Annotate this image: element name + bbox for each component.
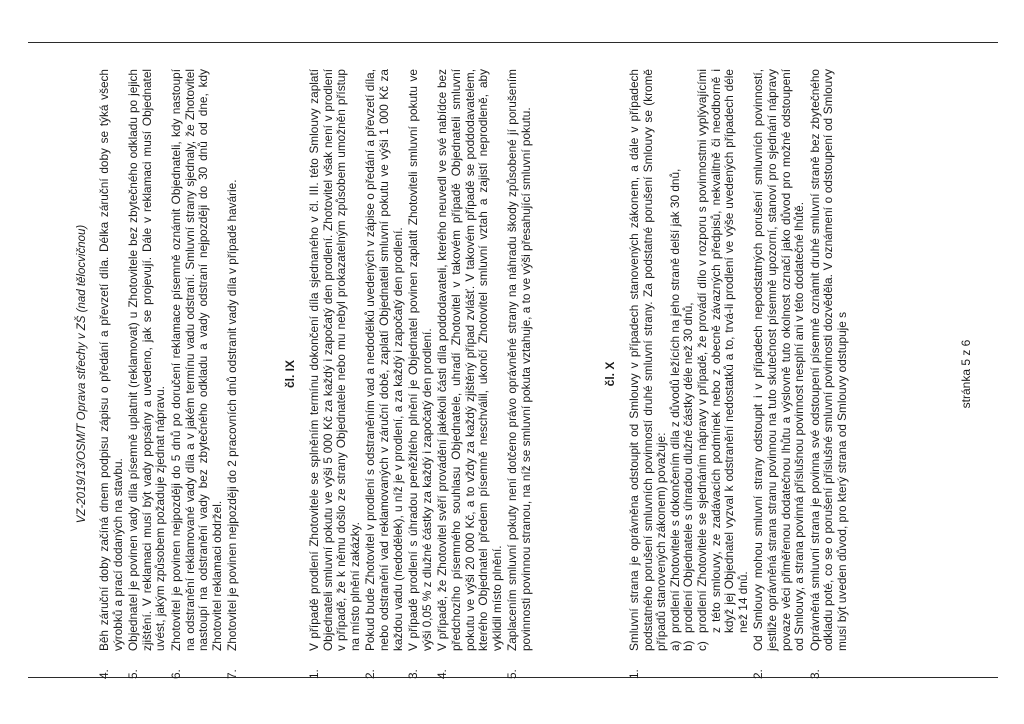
section-viii-tail — [98, 69, 242, 679]
clause-text: Zhotovitel je povinen nejpozději do 5 dnů po doručení reklamace písemně oznámit Objednateli, kdy nastoupí na odstranění reklamované vady díla a v jakém termínu vadu odstraní. Smluvní strany sjednaly, že Zhotovitel nastoupí na odstranění vady bez zbytečného odkladu a vady odstraní nejpozději do 30 dnů od dne, kdy Zhotovitel reklamaci obdržel. — [168, 69, 224, 651]
clause-number: 5. — [505, 669, 520, 679]
clause-item — [308, 69, 362, 679]
clause-number: 6. — [168, 669, 183, 679]
clause-text: Objednatel je povinen vady díla písemně uplatnit (reklamovat) u Zhotovitele bez zbytečného odkladu po jejich zjištění. V reklamaci musí být vady popsány a uvedeno, jak se projevují. Dále v reklamaci musí Objednatel uvést, jakým způsobem požaduje zjednat nápravu. — [126, 69, 168, 651]
clause-item — [628, 69, 750, 679]
sub-clause — [696, 69, 750, 651]
clause-number: 4. — [435, 669, 450, 679]
section-x-title: čl. X — [603, 361, 617, 387]
sub-clause — [669, 69, 683, 651]
clause-number: 4. — [97, 669, 111, 679]
clause-text: Smluvní strana je oprávněna odstoupit od Smlouvy v případech stanovených zákonem, a dále v případech podstatného porušení smluvních povinností druhé smluvní strany. Za podstatné porušení Smlouvy se (kromě případů stanovených zákonem) považuje: — [627, 69, 669, 651]
clause-text: Pokud bude Zhotovitel v prodlení s odstraněním vad a nedodělků uvedených v zápise o předání a převzetí díla, nebo odstranění vad reklamovaných v záruční době, zaplatí Objednateli smluvní pokutu ve výši 1 000 Kč za každou vadu (nedodělek), u níž je v prodlení, a za každý i započatý den prodlení. — [363, 69, 405, 651]
clause-number: 3. — [406, 669, 421, 679]
clause-item — [809, 69, 850, 679]
section-x-body — [628, 69, 852, 679]
clause-text: Oprávněná smluvní strana je povinna své odstoupení písemně oznámit druhé smluvní straně bez zbytečného odkladu poté, co se o porušení příslušné smluvní povinnosti dozvěděla. V oznámení o odstoupení od Smlouvy musí být uveden důvod, pro který strana od Smlouvy odstupuje s — [807, 69, 849, 651]
page-number: stránka 5 z 6 — [959, 339, 973, 409]
sub-clause-text: prodlení Zhotovitele s dokončením díla z důvodů ležících na jeho straně delší jak 30 dnů, — [667, 168, 682, 633]
sub-clause-text: prodlení Zhotovitele se sjednáním nápravy v případě, že provádí dílo v rozporu s povinnostmi vyplývajícími z této smlouvy, ze zadávacích podmínek nebo z obecně závazných předpisů, nekvalitně či neodborně i když jej Objednatel vyzval k odstranění nedostatků a to, trvá-li prodlení ve výše uvedených případech déle než 14 dnů. — [694, 69, 750, 633]
clause-item — [506, 69, 533, 679]
clause-number: 2. — [363, 669, 378, 679]
section-ix-body — [308, 69, 536, 679]
clause-number: 7. — [225, 669, 240, 679]
clause-item — [407, 69, 434, 679]
clause-text: Běh záruční doby začíná dnem podpisu zápisu o předání a převzetí díla. Délka záruční doby se týká všech výrobků a prací dodaných na stavbu. — [97, 69, 125, 651]
clause-text: Zhotovitel je povinen nejpozději do 2 pracovních dnů odstranit vady díla v případě havárie. — [225, 179, 240, 651]
clause-number: 1. — [307, 669, 321, 679]
clause-item — [127, 69, 168, 679]
sub-clause-letter: a) — [667, 640, 682, 651]
clause-text: Zaplacením smluvní pokuty není dotčeno právo oprávněné strany na náhradu škody způsobené jí porušením povinnosti povinnou stranou, na níž se smluvní pokuta vztahuje, a to ve výši přesahující smluvní pokutu. — [505, 69, 533, 651]
top-border-line — [28, 42, 998, 43]
sub-clause-letter: c) — [694, 641, 709, 651]
document-header: VZ-2019/13/OSM/T Oprava střechy v ZŠ (nad tělocvičnou) — [76, 224, 88, 524]
clause-text: Od Smlouvy mohou smluvní strany odstoupit i v případech nepodstatných porušení smluvních povinností, jestliže oprávněná strana stranu povinnou na tuto skutečnost písemně upozorní, stanoví pro sjednání nápravy povaze věci přiměřenou dodatečnou lhůtu a výslovně tuto okolnost označí jako důvod pro možné odstoupení od Smlouvy, a strana povinná příslušnou povinnost nesplní ani v této dodatečné lhůtě. — [751, 69, 807, 651]
clause-number: 3. — [807, 669, 822, 679]
sub-clause — [682, 69, 696, 651]
clause-item — [98, 69, 125, 679]
clause-item — [364, 69, 405, 679]
rotated-document-page — [76, 69, 976, 679]
clause-item — [226, 69, 240, 679]
clause-number: 2. — [751, 669, 766, 679]
clause-text: V případě, že Zhotovitel svěří provádění jakékoli části díla poddodavateli, kterého neuvedl ve své nabídce bez předchozího písemného souhlasu Objednatele, uhradí Zhotovitel v takovém případě Objednateli smluvní pokutu ve výši 20 000 Kč, a to vždy za každý zjištěný případ zvlášť. V takovém případě se poddodavatelem, kterého Objednatel předem písemně neschválil, ukončí Zhotovitel smluvní vztah a zajistí neprodleně, aby vyklidil místo plnění. — [435, 69, 504, 651]
clause-item — [752, 69, 806, 679]
clause-item — [436, 69, 504, 679]
clause-item — [170, 69, 224, 679]
sub-clause-text: prodlení Objednatele s úhradou dlužné částky déle než 30 dnů, — [681, 302, 696, 633]
sub-clause-letter: b) — [681, 640, 696, 651]
section-ix-title: čl. IX — [283, 360, 297, 389]
clause-number: 5. — [126, 669, 141, 679]
clause-number: 1. — [627, 669, 641, 679]
clause-text: V případě prodlení s úhradou peněžitého plnění je Objednatel povinen zaplatit Zhotoviteli smluvní pokutu ve výši 0,05 % z dlužné částky za každý i započatý den prodlení. — [406, 69, 434, 651]
clause-text: V případě prodlení Zhotovitele se splněním termínu dokončení díla sjednaného v čl. III. této Smlouvy zaplatí Objednateli smluvní pokutu ve výši 5 000 Kč za každý i započatý den prodlení. Zhotovitel však není v prodlení v případě, že k němu došlo ze strany Objednatele nebo mu nebyl prokazatelným způsobem umožněn přístup na místo plnění zakázky. — [307, 69, 362, 651]
